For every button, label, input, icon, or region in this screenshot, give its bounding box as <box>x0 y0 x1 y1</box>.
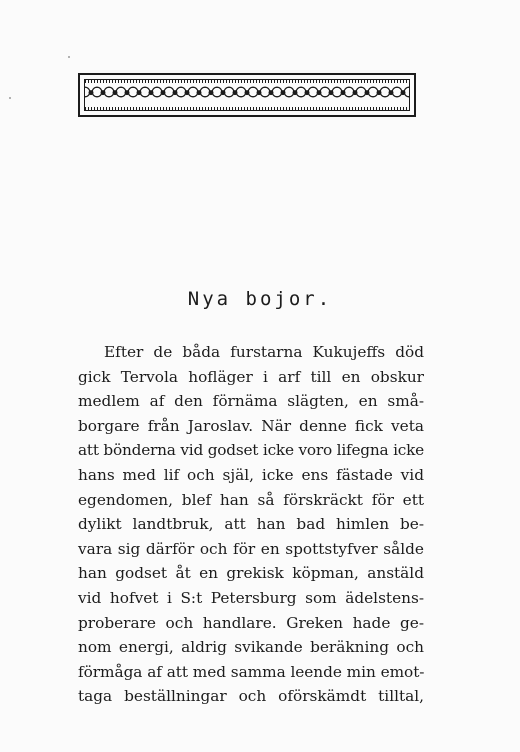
body-text <box>78 340 424 709</box>
text-line: gick Tervola hofläger i arf till en obskur <box>78 367 424 386</box>
chapter-heading: Nya bojor. <box>187 288 333 310</box>
decorative-headpiece <box>78 73 416 117</box>
text-line: hans med lif och själ, icke ens fästade vid <box>78 465 424 484</box>
text-line: nom energi, aldrig svikande beräkning och <box>78 638 424 657</box>
page-speck <box>68 56 70 58</box>
text-line: dylikt landtbruk, att han bad himlen be- <box>78 515 424 534</box>
text-line: att bönderna vid godset icke voro lifegna icke <box>78 441 424 460</box>
text-line: borgare från Jaroslav. När denne fick veta <box>78 416 424 435</box>
text-line: vid hofvet i S:t Petersburg som ädelstens- <box>78 588 424 607</box>
text-line: förmåga af att med samma leende min emot- <box>78 662 425 681</box>
text-line: han godset åt en grekisk köpman, anstäld <box>78 564 424 583</box>
headpiece-pattern <box>84 79 410 111</box>
text-line: egendomen, blef han så förskräckt för ett <box>78 490 424 509</box>
text-line: vara sig därför och för en spottstyfver sålde <box>78 539 424 558</box>
text-line: taga beställningar och oförskämdt tilltal, <box>78 687 424 706</box>
page-speck <box>9 97 11 99</box>
text-line: Efter de båda furstarna Kukujeffs död <box>104 343 424 361</box>
text-line: medlem af den förnäma slägten, en små- <box>78 392 424 411</box>
text-line: proberare och handlare. Greken hade ge- <box>78 613 424 632</box>
